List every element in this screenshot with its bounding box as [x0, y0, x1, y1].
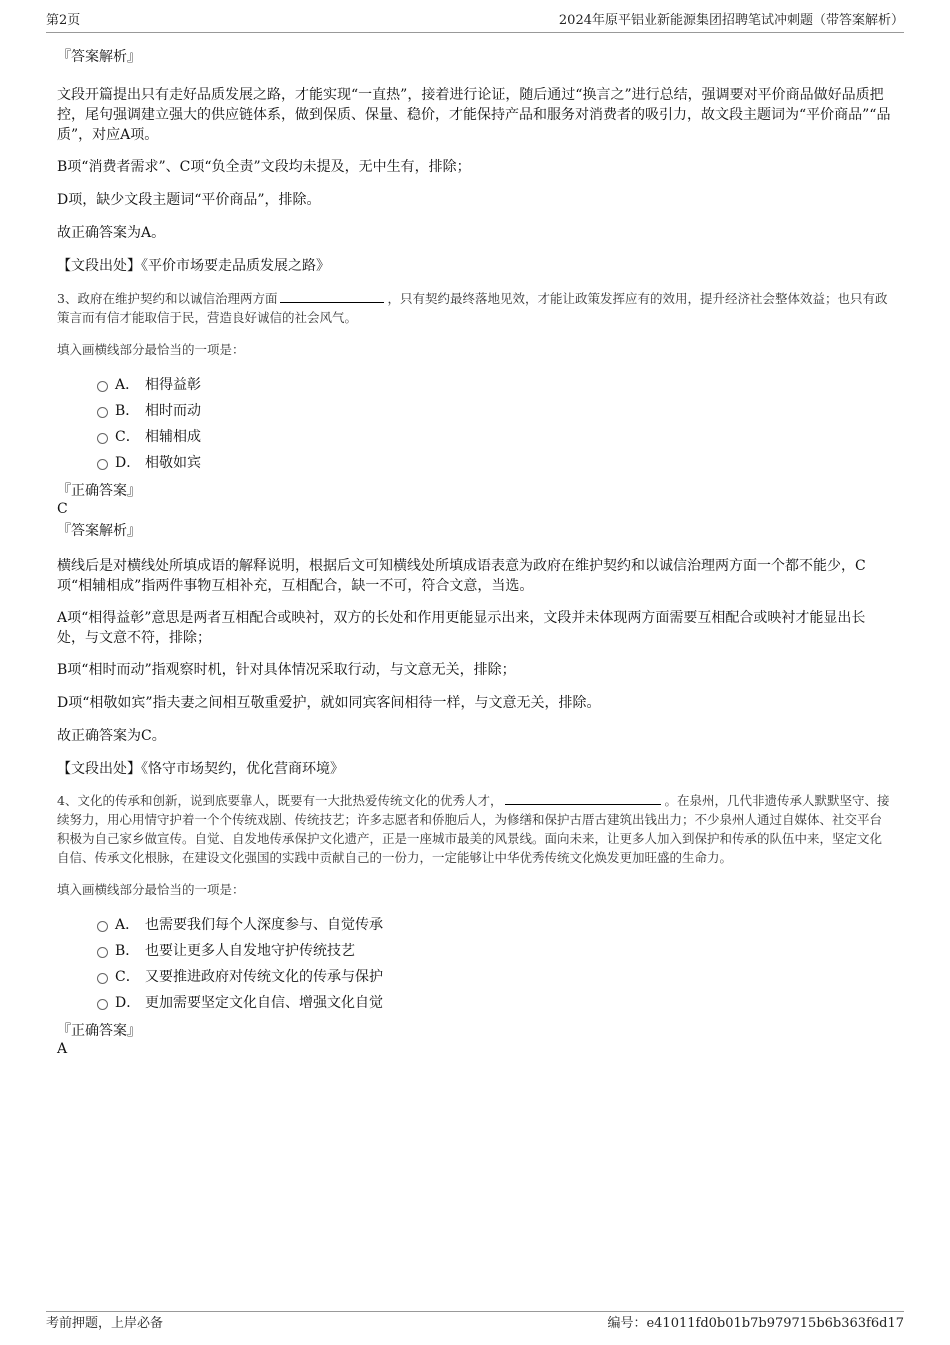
option-text: 相得益彰: [145, 377, 201, 393]
q4-blank: [505, 792, 661, 805]
q2-source: 【文段出处】《平价市场要走品质发展之路》: [57, 258, 330, 274]
page-content: [57, 42, 892, 1058]
q3-option-d[interactable]: [57, 450, 892, 476]
option-letter: D．: [115, 455, 141, 471]
option-letter: A．: [115, 917, 140, 933]
q4-correct-heading: 『正确答案』: [57, 1023, 141, 1039]
radio-icon[interactable]: [97, 407, 108, 418]
document-title: 2024年原平铝业新能源集团招聘笔试冲刺题（带答案解析）: [558, 13, 904, 28]
q3-correct-answer: C: [57, 501, 68, 517]
q4-option-a[interactable]: [57, 912, 892, 938]
q3-analysis-paragraph: B项“相时而动”指观察时机，针对具体情况采取行动，与文意无关，排除；: [57, 662, 516, 678]
q3-options: [57, 372, 892, 476]
q4-option-c[interactable]: [57, 964, 892, 990]
q3-stem-after: ，只有契约最终落地见效，才能让政策发挥应有的效用，提升经济社会整体效益；也只有政策言而有信才能取信于民，营造良好诚信的社会风气。: [57, 291, 888, 325]
radio-icon[interactable]: [97, 381, 108, 392]
q2-analysis-paragraph: 文段开篇提出只有走好品质发展之路，才能实现“一直热”，接着进行论证，随后通过“换言之”进行总结，强调要对平价商品做好品质把控，尾句强调建立强大的供应链体系，做到保质、保量、稳价，才能保持产品和服务对消费者的吸引力，故文段主题词为“平价商品”“品质”，对应A项。: [57, 87, 891, 143]
option-text: 也要让更多人自发地守护传统技艺: [145, 943, 355, 959]
option-letter: D．: [115, 995, 141, 1011]
q3-stem-before: 3、政府在维护契约和以诚信治理两方面: [57, 291, 278, 306]
option-text: 更加需要坚定文化自信、增强文化自觉: [145, 995, 383, 1011]
q4-option-b[interactable]: [57, 938, 892, 964]
q4-stem-after: 。在泉州，几代非遗传承人默默坚守、接续努力，用心用情守护着一个个传统戏剧、传统技艺；许多志愿者和侨胞后人，为修缮和保护古厝古建筑出钱出力；不少泉州人通过自媒体、社交平台积极为自己家乡做宣传。自觉、自发地传承保护文化遗产，正是一座城市最美的风景线。面向未来，让更多人加入到保护和传承的队伍中来，坚定文化自信、传承文化根脉，在建设文化强国的实践中贡献自己的一份力，一定能够让中华优秀传统文化焕发更加旺盛的生命力。: [57, 793, 890, 865]
radio-icon[interactable]: [97, 947, 108, 958]
q2-analysis-paragraph: 故正确答案为A。: [57, 225, 166, 241]
q3-analysis-paragraph: A项“相得益彰”意思是两者互相配合或映衬，双方的长处和作用更能显示出来，文段并未体现两方面需要互相配合或映衬才能显出长处，与文意不符，排除；: [57, 610, 866, 646]
q2-analysis-heading: 『答案解析』: [57, 49, 141, 65]
q3-analysis-paragraph: 横线后是对横线处所填成语的解释说明，根据后文可知横线处所填成语表意为政府在维护契约和以诚信治理两方面一个都不能少，C项“相辅相成”指两件事物互相补充，互相配合，缺一不可，符合文意，当选。: [57, 558, 866, 594]
q3-option-c[interactable]: [57, 424, 892, 450]
option-letter: B．: [115, 943, 140, 959]
q4-options: [57, 912, 892, 1016]
option-text: 相辅相成: [145, 429, 201, 445]
option-letter: B．: [115, 403, 140, 419]
option-letter: A．: [115, 377, 140, 393]
page-footer: [46, 1311, 904, 1334]
option-letter: C．: [115, 969, 140, 985]
q3-prompt: 填入画横线部分最恰当的一项是：: [57, 342, 245, 357]
radio-icon[interactable]: [97, 973, 108, 984]
radio-icon[interactable]: [97, 999, 108, 1010]
q2-analysis-paragraph: B项“消费者需求”、C项“负全责”文段均未提及，无中生有，排除；: [57, 159, 471, 175]
q3-option-a[interactable]: [57, 372, 892, 398]
option-text: 又要推进政府对传统文化的传承与保护: [145, 969, 383, 985]
option-text: 也需要我们每个人深度参与、自觉传承: [145, 917, 383, 933]
q3-analysis-paragraph: D项“相敬如宾”指夫妻之间相互敬重爱护，就如同宾客间相待一样，与文意无关，排除。: [57, 695, 601, 711]
radio-icon[interactable]: [97, 921, 108, 932]
q3-analysis-paragraph: 故正确答案为C。: [57, 728, 166, 744]
q4-prompt: 填入画横线部分最恰当的一项是：: [57, 882, 245, 897]
footer-slogan: 考前押题，上岸必备: [46, 1316, 164, 1331]
document-id: 编号：e41011fd0b01b7b979715b6b363f6d17: [607, 1316, 904, 1331]
page-number: 第2页: [46, 13, 81, 28]
q3-stem: [57, 289, 892, 327]
q2-analysis-paragraph: D项，缺少文段主题词“平价商品”，排除。: [57, 192, 321, 208]
q4-stem-before: 4、文化的传承和创新，说到底要靠人，既要有一大批热爱传统文化的优秀人才，: [57, 793, 503, 808]
page-header: [46, 10, 904, 33]
option-text: 相敬如宾: [145, 455, 201, 471]
q3-analysis-heading: 『答案解析』: [57, 523, 141, 539]
q3-source: 【文段出处】《恪守市场契约，优化营商环境》: [57, 761, 344, 777]
radio-icon[interactable]: [97, 433, 108, 444]
q4-stem: [57, 791, 892, 867]
q3-correct-heading: 『正确答案』: [57, 483, 141, 499]
q4-option-d[interactable]: [57, 990, 892, 1016]
option-letter: C．: [115, 429, 140, 445]
q4-correct-answer: A: [57, 1041, 68, 1057]
q3-option-b[interactable]: [57, 398, 892, 424]
option-text: 相时而动: [145, 403, 201, 419]
q3-blank: [280, 290, 384, 303]
radio-icon[interactable]: [97, 459, 108, 470]
